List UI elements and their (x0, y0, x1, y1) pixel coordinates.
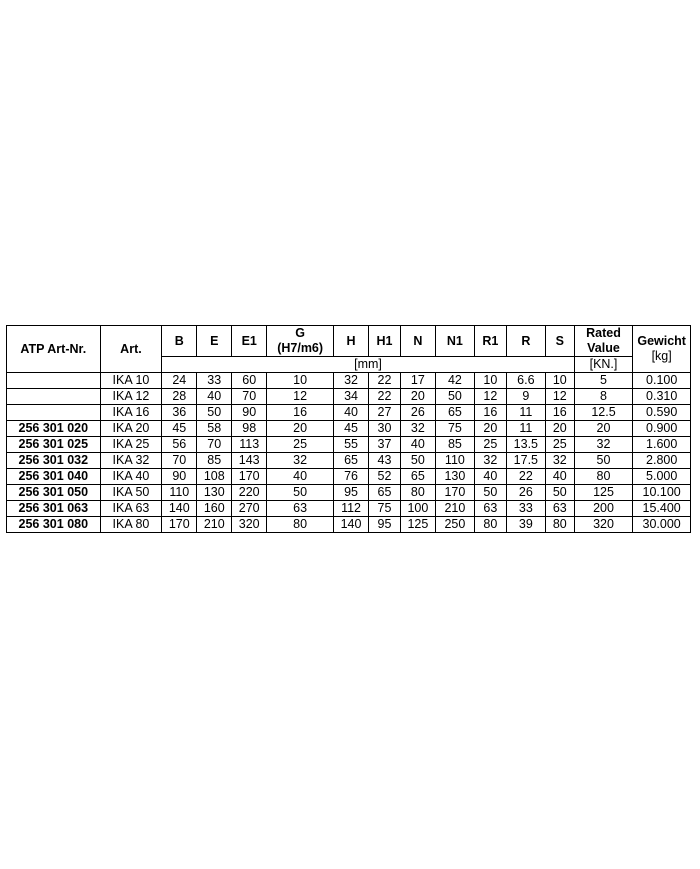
header-s: S (545, 326, 574, 357)
cell-rated: 20 (574, 421, 633, 437)
header-g-line1: G (295, 326, 305, 340)
cell-e: 50 (197, 405, 232, 421)
cell-b: 140 (162, 501, 197, 517)
cell-art: IKA 50 (100, 485, 162, 501)
cell-e: 210 (197, 517, 232, 533)
cell-e: 40 (197, 389, 232, 405)
cell-art: IKA 32 (100, 453, 162, 469)
cell-e1: 320 (232, 517, 267, 533)
cell-rated: 50 (574, 453, 633, 469)
cell-kg: 0.590 (633, 405, 691, 421)
cell-s: 50 (545, 485, 574, 501)
cell-kg: 1.600 (633, 437, 691, 453)
cell-r: 13.5 (506, 437, 545, 453)
cell-r1: 16 (474, 405, 506, 421)
cell-art: IKA 10 (100, 373, 162, 389)
header-gewicht-label: Gewicht (637, 334, 686, 348)
cell-e: 108 (197, 469, 232, 485)
cell-b: 36 (162, 405, 197, 421)
cell-n1: 210 (435, 501, 474, 517)
cell-art: IKA 63 (100, 501, 162, 517)
cell-kg: 2.800 (633, 453, 691, 469)
cell-h: 40 (334, 405, 369, 421)
cell-h: 34 (334, 389, 369, 405)
table-row (7, 469, 691, 485)
cell-rated: 12.5 (574, 405, 633, 421)
cell-atp: 256 301 032 (7, 453, 101, 469)
cell-n: 125 (400, 517, 435, 533)
cell-h: 45 (334, 421, 369, 437)
cell-n1: 110 (435, 453, 474, 469)
cell-s: 80 (545, 517, 574, 533)
cell-n1: 170 (435, 485, 474, 501)
cell-b: 90 (162, 469, 197, 485)
cell-art: IKA 80 (100, 517, 162, 533)
header-e1: E1 (232, 326, 267, 357)
header-b: B (162, 326, 197, 357)
cell-rated: 320 (574, 517, 633, 533)
cell-kg: 10.100 (633, 485, 691, 501)
cell-atp: 256 301 050 (7, 485, 101, 501)
cell-art: IKA 20 (100, 421, 162, 437)
cell-g: 40 (267, 469, 334, 485)
cell-h: 95 (334, 485, 369, 501)
table-row (7, 373, 691, 389)
cell-h: 65 (334, 453, 369, 469)
cell-r1: 50 (474, 485, 506, 501)
cell-r: 39 (506, 517, 545, 533)
cell-r: 22 (506, 469, 545, 485)
header-g (267, 326, 334, 357)
cell-g: 32 (267, 453, 334, 469)
cell-kg: 0.310 (633, 389, 691, 405)
cell-atp (7, 389, 101, 405)
unit-kg: [kg] (651, 349, 672, 363)
header-art: Art. (100, 326, 162, 373)
cell-g: 20 (267, 421, 334, 437)
cell-r1: 25 (474, 437, 506, 453)
cell-atp: 256 301 040 (7, 469, 101, 485)
cell-n: 80 (400, 485, 435, 501)
cell-g: 50 (267, 485, 334, 501)
cell-n: 17 (400, 373, 435, 389)
table-row (7, 421, 691, 437)
cell-r: 17.5 (506, 453, 545, 469)
cell-r: 11 (506, 421, 545, 437)
cell-e: 58 (197, 421, 232, 437)
table-row (7, 437, 691, 453)
cell-kg: 5.000 (633, 469, 691, 485)
cell-b: 70 (162, 453, 197, 469)
cell-h1: 75 (369, 501, 401, 517)
cell-s: 20 (545, 421, 574, 437)
spec-table-wrapper (6, 325, 691, 533)
cell-h: 76 (334, 469, 369, 485)
cell-b: 28 (162, 389, 197, 405)
cell-e1: 60 (232, 373, 267, 389)
cell-h1: 43 (369, 453, 401, 469)
cell-r1: 63 (474, 501, 506, 517)
cell-b: 24 (162, 373, 197, 389)
header-g-line2: (H7/m6) (277, 341, 324, 355)
cell-art: IKA 12 (100, 389, 162, 405)
cell-n1: 75 (435, 421, 474, 437)
cell-rated: 125 (574, 485, 633, 501)
cell-b: 170 (162, 517, 197, 533)
cell-r: 33 (506, 501, 545, 517)
cell-r1: 40 (474, 469, 506, 485)
cell-r: 6.6 (506, 373, 545, 389)
cell-n: 40 (400, 437, 435, 453)
cell-r: 11 (506, 405, 545, 421)
cell-s: 32 (545, 453, 574, 469)
cell-kg: 15.400 (633, 501, 691, 517)
cell-s: 25 (545, 437, 574, 453)
cell-rated: 8 (574, 389, 633, 405)
cell-kg: 0.900 (633, 421, 691, 437)
cell-e: 33 (197, 373, 232, 389)
header-gewicht (633, 326, 691, 373)
cell-b: 56 (162, 437, 197, 453)
cell-rated: 5 (574, 373, 633, 389)
header-r1: R1 (474, 326, 506, 357)
table-row (7, 453, 691, 469)
cell-h: 140 (334, 517, 369, 533)
cell-h1: 65 (369, 485, 401, 501)
cell-b: 45 (162, 421, 197, 437)
cell-atp: 256 301 080 (7, 517, 101, 533)
table-row (7, 501, 691, 517)
cell-e1: 90 (232, 405, 267, 421)
cell-r: 26 (506, 485, 545, 501)
header-n1: N1 (435, 326, 474, 357)
cell-h: 112 (334, 501, 369, 517)
cell-n: 50 (400, 453, 435, 469)
cell-h1: 52 (369, 469, 401, 485)
cell-n1: 65 (435, 405, 474, 421)
header-rated (574, 326, 633, 357)
cell-s: 16 (545, 405, 574, 421)
cell-n: 26 (400, 405, 435, 421)
table-row (7, 517, 691, 533)
cell-art: IKA 40 (100, 469, 162, 485)
unit-kn: [KN.] (574, 357, 633, 373)
header-atp: ATP Art-Nr. (7, 326, 101, 373)
cell-h1: 37 (369, 437, 401, 453)
table-row (7, 405, 691, 421)
cell-r1: 12 (474, 389, 506, 405)
cell-rated: 80 (574, 469, 633, 485)
cell-e1: 98 (232, 421, 267, 437)
cell-atp (7, 373, 101, 389)
unit-mm: [mm] (162, 357, 574, 373)
cell-g: 63 (267, 501, 334, 517)
cell-e1: 70 (232, 389, 267, 405)
cell-e1: 270 (232, 501, 267, 517)
cell-s: 12 (545, 389, 574, 405)
cell-r1: 32 (474, 453, 506, 469)
cell-n: 32 (400, 421, 435, 437)
cell-e: 130 (197, 485, 232, 501)
cell-g: 12 (267, 389, 334, 405)
table-row (7, 485, 691, 501)
cell-s: 40 (545, 469, 574, 485)
cell-r1: 10 (474, 373, 506, 389)
cell-h: 32 (334, 373, 369, 389)
cell-s: 63 (545, 501, 574, 517)
cell-n: 20 (400, 389, 435, 405)
cell-e: 160 (197, 501, 232, 517)
header-n: N (400, 326, 435, 357)
cell-e1: 220 (232, 485, 267, 501)
header-rated-line2: Value (587, 341, 620, 355)
cell-h: 55 (334, 437, 369, 453)
cell-r1: 80 (474, 517, 506, 533)
cell-art: IKA 16 (100, 405, 162, 421)
cell-art: IKA 25 (100, 437, 162, 453)
cell-r1: 20 (474, 421, 506, 437)
cell-g: 80 (267, 517, 334, 533)
cell-n1: 250 (435, 517, 474, 533)
cell-e: 70 (197, 437, 232, 453)
cell-h1: 22 (369, 373, 401, 389)
cell-atp: 256 301 063 (7, 501, 101, 517)
spec-table (6, 325, 691, 533)
cell-s: 10 (545, 373, 574, 389)
cell-h1: 30 (369, 421, 401, 437)
cell-h1: 22 (369, 389, 401, 405)
cell-n1: 85 (435, 437, 474, 453)
cell-n: 100 (400, 501, 435, 517)
header-h: H (334, 326, 369, 357)
cell-kg: 30.000 (633, 517, 691, 533)
cell-n1: 130 (435, 469, 474, 485)
cell-e1: 143 (232, 453, 267, 469)
cell-h1: 27 (369, 405, 401, 421)
cell-atp (7, 405, 101, 421)
cell-e: 85 (197, 453, 232, 469)
cell-h1: 95 (369, 517, 401, 533)
cell-rated: 32 (574, 437, 633, 453)
cell-e1: 170 (232, 469, 267, 485)
cell-b: 110 (162, 485, 197, 501)
cell-rated: 200 (574, 501, 633, 517)
cell-g: 16 (267, 405, 334, 421)
table-row (7, 389, 691, 405)
cell-atp: 256 301 020 (7, 421, 101, 437)
header-h1: H1 (369, 326, 401, 357)
cell-atp: 256 301 025 (7, 437, 101, 453)
cell-g: 10 (267, 373, 334, 389)
header-e: E (197, 326, 232, 357)
cell-n1: 50 (435, 389, 474, 405)
cell-n: 65 (400, 469, 435, 485)
header-r: R (506, 326, 545, 357)
header-row (7, 326, 691, 357)
cell-r: 9 (506, 389, 545, 405)
cell-kg: 0.100 (633, 373, 691, 389)
table-body (7, 373, 691, 533)
cell-e1: 113 (232, 437, 267, 453)
cell-n1: 42 (435, 373, 474, 389)
header-rated-line1: Rated (586, 326, 621, 340)
cell-g: 25 (267, 437, 334, 453)
